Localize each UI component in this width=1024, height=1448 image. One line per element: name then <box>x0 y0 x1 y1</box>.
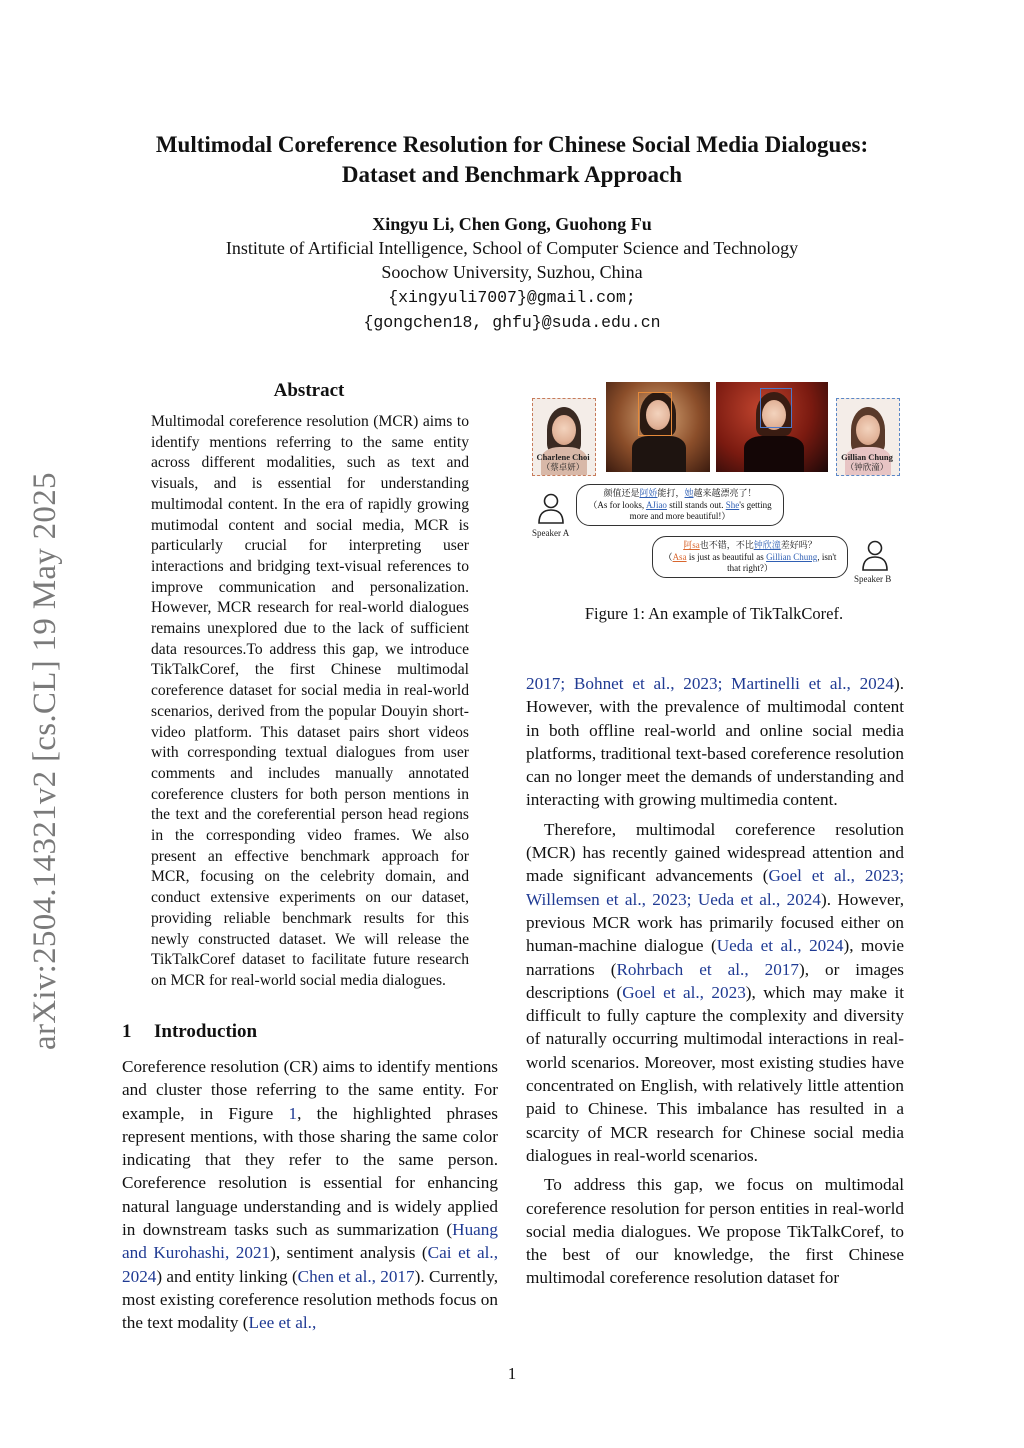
citation-link[interactable]: Goel et al., 2023; Willemsen et al., 2023; Ueda et al., 2024 <box>526 866 904 909</box>
email-2: {gongchen18, ghfu}@suda.edu.cn <box>363 313 661 332</box>
intro-paragraph-1-continued: 2017; Bohnet et al., 2023; Martinelli et al., 2024). However, with the prevalence of multimodal content in both offline real-world and online social media platforms, traditional text-based coreference resolution can no longer meet the demands of understanding and interacting with growing multimedia content. <box>526 674 904 810</box>
page-number: 1 <box>507 1364 517 1383</box>
title-line-1: Multimodal Coreference Resolution for Chinese Social Media Dialogues: <box>155 132 869 157</box>
abstract-text: Multimodal coreference resolution (MCR) aims to identify mentions referring to the same entity across different modalities, such as text and visuals, and is essential for understanding multimodal content. In the era of rapidly growing mutimodal content and social media, MCR is particularly crucial for interpreting user interactions and bridging text-visual references to improve communication and personalization. However, MCR research for real-world dialogues remains unexplored due to the lack of sufficient data resources.To address this gap, we introduce TikTalkCoref, the first Chinese multimodal coreference dataset for social media in real-world scenarios, derived from the popular Douyin short-video platform. This dataset pairs short videos with corresponding textual dialogues from user comments and includes manually annotated coreference clusters for both person mentions in the text and the coreferential person head regions in the corresponding video frames. We also present an effective benchmark approach for MCR, focusing on the celebrity domain, and conduct extensive experiments on our dataset, providing reliable benchmark results for this newly constructed dataset. We will release the TikTalkCoref dataset to facilitate future research on MCR for real-world social media dialogues. <box>151 413 469 989</box>
email-1: {xingyuli7007}@gmail.com; <box>388 288 636 307</box>
speaker-b-icon <box>860 540 890 572</box>
figure-reference[interactable]: 1 <box>288 1103 298 1123</box>
speaker-a-icon <box>536 493 566 525</box>
arxiv-identifier: arXiv:2504.14321v2 [cs.CL] 19 May 2025 <box>27 472 63 1050</box>
figure-caption: Figure 1: An example of TikTalkCoref. <box>584 604 844 623</box>
citation-link[interactable]: Rohrbach et al., 2017 <box>616 959 799 979</box>
label-gillian-chung: Gillian Chung （钟欣潼） <box>841 452 893 472</box>
affiliation-line-1: Institute of Artificial Intelligence, School of Computer Science and Technology <box>225 238 799 258</box>
speaker-a-label: Speaker A <box>532 528 570 538</box>
paper-title <box>100 130 924 190</box>
citation-link[interactable]: Lee et al., <box>248 1313 317 1333</box>
speech-bubble-a: 颜值还是阿娇能打，她越来越漂亮了！ （As for looks, AJiao still stands out. She's getting more and more beautiful!） <box>576 484 784 526</box>
citation-link[interactable]: Chen et al., 2017 <box>297 1266 415 1286</box>
section-heading <box>122 1021 257 1043</box>
citation-link[interactable]: Goel et al., 2023 <box>622 982 746 1002</box>
citation-link[interactable]: 2017; Bohnet et al., 2023; Martinelli et al., 2024 <box>526 674 894 693</box>
abstract-heading: Abstract <box>273 380 345 401</box>
title-line-2: Dataset and Benchmark Approach <box>341 162 683 187</box>
label-charlene-choi: Charlene Choi （蔡卓妍） <box>536 452 590 472</box>
head-region-box-orange <box>638 392 672 436</box>
citation-link[interactable]: Huang and Kurohashi, 2021 <box>122 1220 498 1263</box>
authors: Xingyu Li, Chen Gong, Guohong Fu <box>372 214 652 234</box>
intro-paragraph-1: Coreference resolution (CR) aims to identify mentions and cluster those referring to the same entity. For example, in Figure 1, the highlighted phrases represent mentions, with those sharing the same color indicating that they refer to the same person. Coreference resolution is essential for enhancing natural language understanding and is widely applied in downstream tasks such as summarization (Huang and Kurohashi, 2021), sentiment analysis (Cai et al., 2024) and entity linking (Chen et al., 2017). Currently, most existing coreference resolution methods focus on the text modality (Lee et al., <box>122 1057 498 1333</box>
speech-bubble-b: 阿sa也不错，不比钟欣潼差好吗？ （Asa is just as beautiful as Gillian Chung, isn't that right?） <box>652 536 848 578</box>
head-region-box-blue <box>760 388 792 428</box>
speaker-b-label: Speaker B <box>854 574 892 584</box>
citation-link[interactable]: Cai et al., 2024 <box>122 1243 498 1286</box>
intro-paragraph-3: To address this gap, we focus on multimodal coreference resolution for person entities in real-world social media dialogues. We propose TikTalkCoref, to the best of our knowledge, the first Chinese multimodal coreference resolution dataset for <box>526 1175 904 1288</box>
intro-paragraph-2: Therefore, multimodal coreference resolution (MCR) has recently gained widespread attention and made significant advancements (Goel et al., 2023; Willemsen et al., 2023; Ueda et al., 2024). However, previous MCR work has primarily focused either on human-machine dialogue (Ueda et al., 2024), movie narrations (Rohrbach et al., 2017), or images descriptions (Goel et al., 2023), which may make it difficult to fully capture the complexity and diversity of naturally occurring multimodal interactions in real-world scenarios. Moreover, most existing studies have concentrated on English, with relatively little attention paid to Chinese. This imbalance has resulted in a scarcity of MCR research for Chinese social media dialogues in real-world scenarios. <box>526 819 905 1165</box>
figure-1 <box>528 380 900 590</box>
section-number: 1 <box>122 1021 132 1042</box>
citation-link[interactable]: Ueda et al., 2024 <box>716 936 844 956</box>
intro-left-column <box>122 1055 498 1335</box>
intro-right-column <box>526 672 904 1290</box>
affiliation-line-2: Soochow University, Suzhou, China <box>381 262 643 282</box>
section-title: Introduction <box>154 1021 258 1042</box>
